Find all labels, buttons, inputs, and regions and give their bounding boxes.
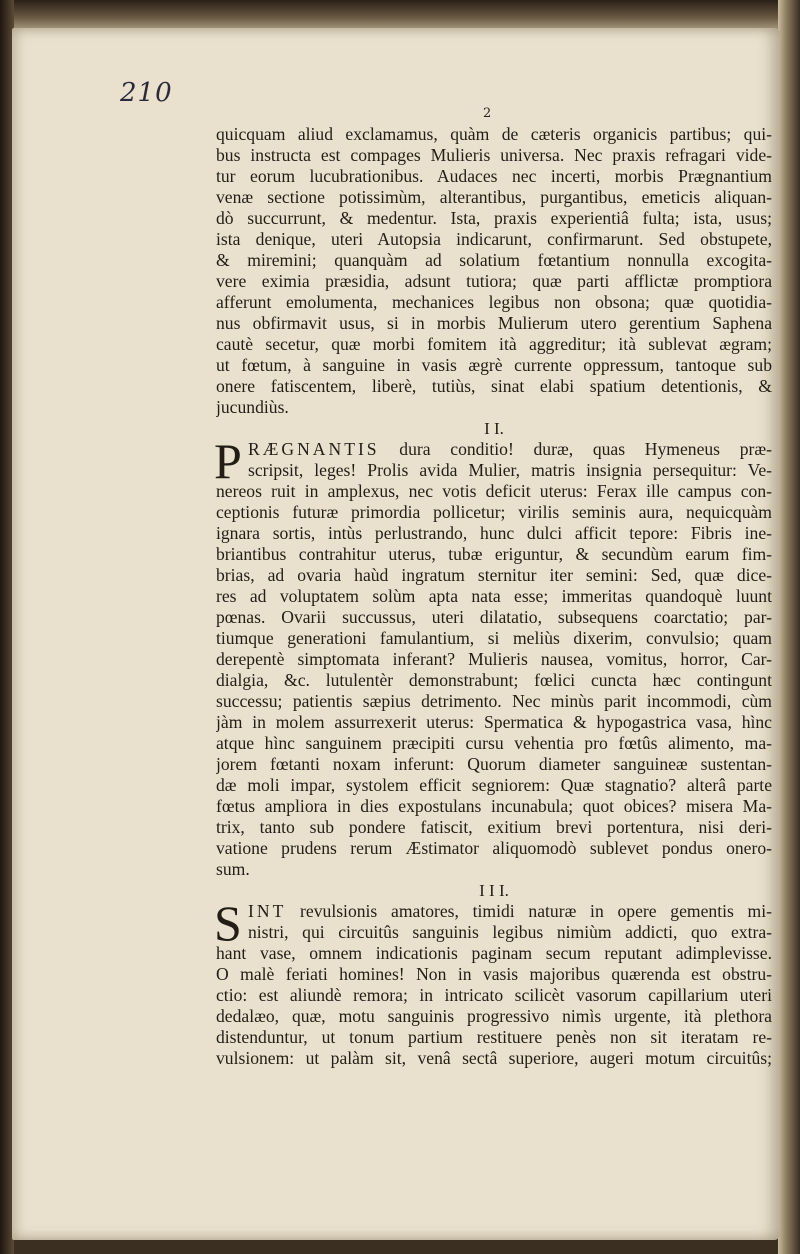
text-line: res ad voluptatem solùm apta nata esse; immeritas quandoquè luunt bbox=[216, 586, 772, 606]
page-text bbox=[216, 124, 772, 1069]
section-2-first-line-rest: dura conditio! duræ, quas Hymeneus præ- bbox=[379, 439, 772, 459]
text-line: scripsit, leges! Prolis avida Mulier, matris insignia persequitur: Ve- bbox=[248, 460, 772, 480]
text-line: briantibus contrahitur uterus, tubæ eriguntur, & secundùm earum fim- bbox=[216, 544, 772, 564]
text-line: vulsionem: ut palàm sit, venâ sectâ superiore, augeri motum circuitûs; bbox=[216, 1048, 772, 1068]
text-line: nistri, qui circuitûs sanguinis legibus nimiùm addicti, quo extra- bbox=[248, 922, 772, 942]
section-3-first-line-rest: revulsionis amatores, timidi naturæ in opere gementis mi- bbox=[286, 901, 772, 921]
text-line: trix, tanto sub pondere fatiscit, exitium brevi portentura, nisi deri- bbox=[216, 817, 772, 837]
text-line: ctio: est aliundè remora; in intricato scilicèt vasorum capillarium uteri bbox=[216, 985, 772, 1005]
text-line: fœtus ampliora in dies expostulans incunabula; quot obices? misera Ma- bbox=[216, 796, 772, 816]
section-2-indented-lines bbox=[216, 460, 772, 481]
section-2-lines bbox=[216, 481, 772, 880]
section-3-first-line bbox=[216, 901, 772, 922]
section-2-caps: RÆGNANTIS bbox=[248, 439, 380, 459]
text-line: dialgia, &c. lutulentèr demonstrabunt; fœlici cuncta hæc contingunt bbox=[216, 670, 772, 690]
intro-paragraph bbox=[216, 124, 772, 418]
text-line: & miremini; quanquàm ad solatium fœtantium nonnulla excogita- bbox=[216, 250, 772, 270]
text-line: vere eximia præsidia, adsunt tutiora; quæ parti afflictæ promptiora bbox=[216, 271, 772, 291]
text-line: dò succurrunt, & medentur. Ista, praxis experientiâ fulta; ista, usus; bbox=[216, 208, 772, 228]
text-line: jàm in molem assurrexerit uterus: Spermatica & hypogastrica vasa, hìnc bbox=[216, 712, 772, 732]
section-3-lines bbox=[216, 943, 772, 1069]
section-3-paragraph bbox=[214, 895, 772, 1069]
text-line: venæ sectione potissimùm, alterantibus, purgantibus, emeticis aliquan- bbox=[216, 187, 772, 207]
text-line: brias, ad ovaria haùd ingratum sternitur iter semini: Sed, quæ dice- bbox=[216, 565, 772, 585]
signature-mark: 2 bbox=[483, 106, 492, 121]
handwritten-page-number: 210 bbox=[120, 78, 173, 108]
page-fore-edge bbox=[778, 0, 800, 1254]
section-heading-3: I I I. bbox=[479, 881, 509, 900]
text-line: ceptionis futuræ primordia pollicetur; virilis seminis aura, nequicquàm bbox=[216, 502, 772, 522]
text-line: vatione prudens rerum Æstimator aliquomodò sublevet pondus onero- bbox=[216, 838, 772, 858]
text-line: distenduntur, ut tonum partium restituere penès non sit iteratam re- bbox=[216, 1027, 772, 1047]
text-line: tur eorum lucubrationibus. Audaces nec incerti, morbis Prægnantium bbox=[216, 166, 772, 186]
section-3-indented-lines bbox=[216, 922, 772, 943]
text-line: hant vase, omnem indicationis paginam secum reputant adimplevisse. bbox=[216, 943, 772, 963]
text-line: O malè feriati homines! Non in vasis majoribus quærenda est obstru- bbox=[216, 964, 772, 984]
dropcap-p: P bbox=[214, 433, 242, 489]
text-line: nus obfirmavit usus, si in morbis Mulierum utero gerentium Saphena bbox=[216, 313, 772, 333]
text-line: derepentè simptomata inferant? Mulieris nausea, vomitus, horror, Car- bbox=[216, 649, 772, 669]
scan-top-edge bbox=[0, 0, 800, 30]
text-line: jucundiùs. bbox=[216, 397, 289, 417]
text-line: atque hìnc sanguinem præcipiti cursu vehentia pro fœtûs alimento, ma- bbox=[216, 733, 772, 753]
text-line: tiumque generationi famulantium, si meliùs dixerim, convulsio; quam bbox=[216, 628, 772, 648]
section-2-first-line bbox=[216, 439, 772, 460]
text-line: pœnas. Ovarii succussus, uteri dilatatio, subsequens coarctatio; par- bbox=[216, 607, 772, 627]
section-heading-2: I I. bbox=[484, 419, 504, 438]
text-line: ut fœtum, à sanguine in vasis ægrè currente oppressum, tantoque sub bbox=[216, 355, 772, 375]
text-line: dæ moli impar, systolem efficit segniorem: Quæ stagnatio? alterâ parte bbox=[216, 775, 772, 795]
section-2-paragraph bbox=[214, 433, 772, 880]
text-line: ignara sortis, intùs perlustrando, hunc dulci afficit tepore: Fibris ine- bbox=[216, 523, 772, 543]
text-line: quicquam aliud exclamamus, quàm de cæteris organicis partibus; qui- bbox=[216, 124, 772, 144]
text-line: jorem fœtanti noxam inferunt: Quorum diameter sanguineæ sustentan- bbox=[216, 754, 772, 774]
text-line: ista denique, uteri Autopsia indicarunt, confirmarunt. Sed obstupete, bbox=[216, 229, 772, 249]
text-line: nereos ruit in amplexus, nec votis deficit uterus: Ferax ille campus con- bbox=[216, 481, 772, 501]
dropcap-s: S bbox=[214, 895, 242, 951]
section-3-caps: INT bbox=[248, 901, 287, 921]
text-line: bus instructa est compages Mulieris universa. Nec praxis refragari vide- bbox=[216, 145, 772, 165]
text-line: afferunt emolumenta, mechanices legibus non obsona; quæ quotidia- bbox=[216, 292, 772, 312]
text-line: sum. bbox=[216, 859, 250, 879]
text-line: dedalæo, quæ, motu sanguinis progressivo nimìs urgente, ità plethora bbox=[216, 1006, 772, 1026]
text-line: successu; patientis sæpius detrimento. Nec minùs parit incommodi, cùm bbox=[216, 691, 772, 711]
text-line: cautè secetur, quæ morbi fomitem ità aggreditur; ità sublevat ægram; bbox=[216, 334, 772, 354]
text-line: onere fatiscentem, liberè, tutiùs, sinat elabi spatium detentionis, & bbox=[216, 376, 772, 396]
